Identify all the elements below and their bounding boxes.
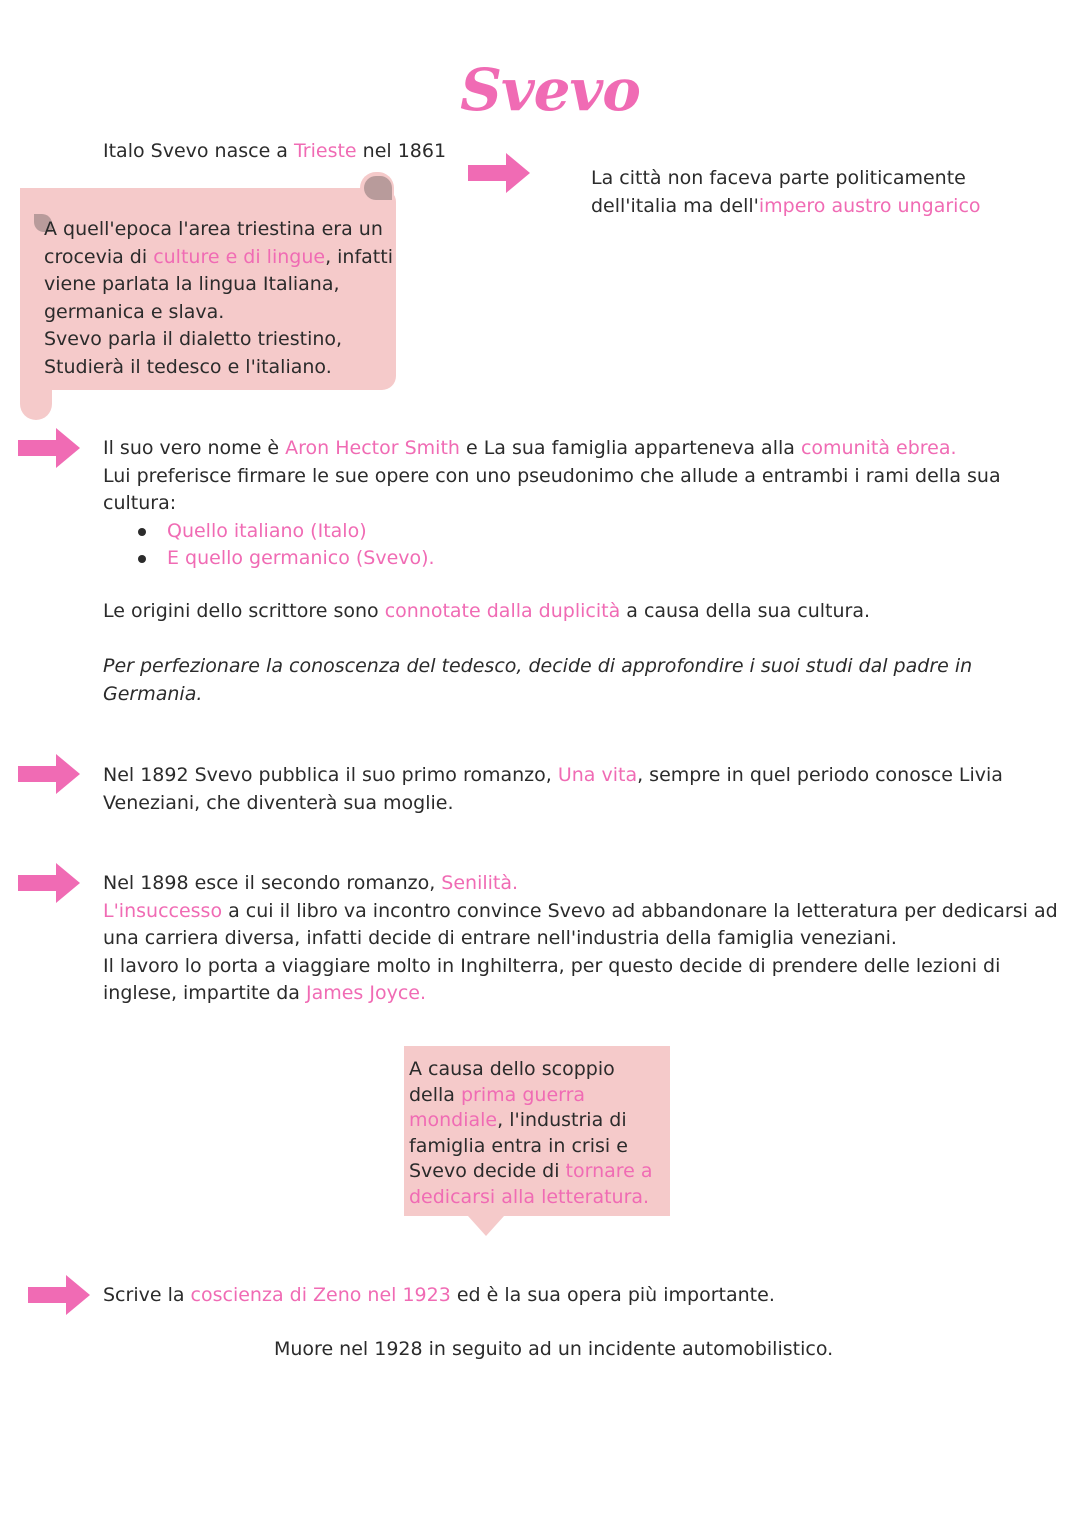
community-highlight: comunità ebrea. [800, 437, 957, 459]
origins-line: Le origini dello scrittore sono connotate dalla duplicità a causa della sua cultura. [103, 600, 871, 622]
real-name-highlight: Aron Hector Smith [285, 437, 460, 459]
intro-line [103, 138, 446, 166]
arrow-right-icon [18, 863, 80, 903]
callout-pointer [468, 1216, 504, 1236]
joyce-highlight: James Joyce. [305, 982, 427, 1004]
origins-highlight: connotate dalla duplicità [384, 600, 621, 622]
intro-text-end: nel 1861 [356, 140, 447, 162]
city-note-line: La città non faceva parte politicamente [591, 167, 966, 189]
novel2-highlight: Senilità. [441, 872, 519, 894]
zeno-highlight: coscienza di Zeno nel 1923 [190, 1284, 451, 1306]
germany-paragraph: Per perfezionare la conoscenza del tedesco, decide di approfondire i suoi studi dal padre in Germania. [103, 655, 973, 705]
intro-text: Italo Svevo nasce a [103, 140, 294, 162]
list-item: Quello italiano (Italo) [103, 518, 1063, 546]
scroll-highlight: culture e di lingue [153, 245, 326, 268]
scroll-box-text: A quell'epoca l'area triestina era un crocevia di culture e di lingue, infatti viene parlata la lingua Italiana, germanica e slava. Svevo parla il dialetto triestino, Studierà il tedesco e l'italiano. [44, 218, 393, 378]
callout-text: A causa dello scoppio della prima guerra mondiale, l'industria di famiglia entra in crisi e Svevo decide di tornare a dedicarsi alla letteratura. [409, 1058, 653, 1208]
death-line: Muore nel 1928 in seguito ad un incidente automobilistico. [274, 1338, 834, 1360]
failure-highlight: L'insuccesso [103, 899, 223, 922]
name-section: Il suo vero nome è Aron Hector Smith e La sua famiglia apparteneva alla comunità ebrea. Lui preferisce firmare le sue opere con uno pseudonimo che allude a entrambi i rami della sua cultura: Quello italiano (Italo) E quello germanico (Svevo). [103, 435, 1063, 573]
page-title: Svevo [460, 56, 640, 124]
city-note-line: dell'italia ma dell'impero austro ungarico [591, 194, 981, 217]
arrow-right-icon [18, 754, 80, 794]
novel1-paragraph: Nel 1892 Svevo pubblica il suo primo romanzo, Una vita, sempre in quel periodo conosce Livia Veneziani, che diventerà sua moglie. [103, 764, 1003, 814]
pseudonym-list [103, 518, 1063, 573]
city-note-highlight: impero austro ungarico [758, 194, 981, 217]
scroll-curl-icon [364, 176, 392, 200]
novel2-paragraph: Nel 1898 esce il secondo romanzo, Senilità. L'insuccesso a cui il libro va incontro convince Svevo ad abbandonare la letteratura per dedicarsi ad una carriera diversa, infatti decide di entrare nell'industria della famiglia veneziani. Il lavoro lo porta a viaggiare molto in Inghilterra, per questo decide di prendere delle lezioni di inglese, impartite da James Joyce. [103, 872, 1058, 1004]
zeno-line: Scrive la coscienza di Zeno nel 1923 ed è la sua opera più importante. [103, 1284, 775, 1306]
arrow-right-icon [468, 153, 530, 193]
arrow-right-icon [28, 1275, 90, 1315]
arrow-right-icon [18, 428, 80, 468]
city-note [591, 165, 1051, 220]
intro-highlight: Trieste [293, 140, 357, 162]
novel1-highlight: Una vita [557, 764, 638, 786]
list-item: E quello germanico (Svevo). [103, 545, 1063, 573]
